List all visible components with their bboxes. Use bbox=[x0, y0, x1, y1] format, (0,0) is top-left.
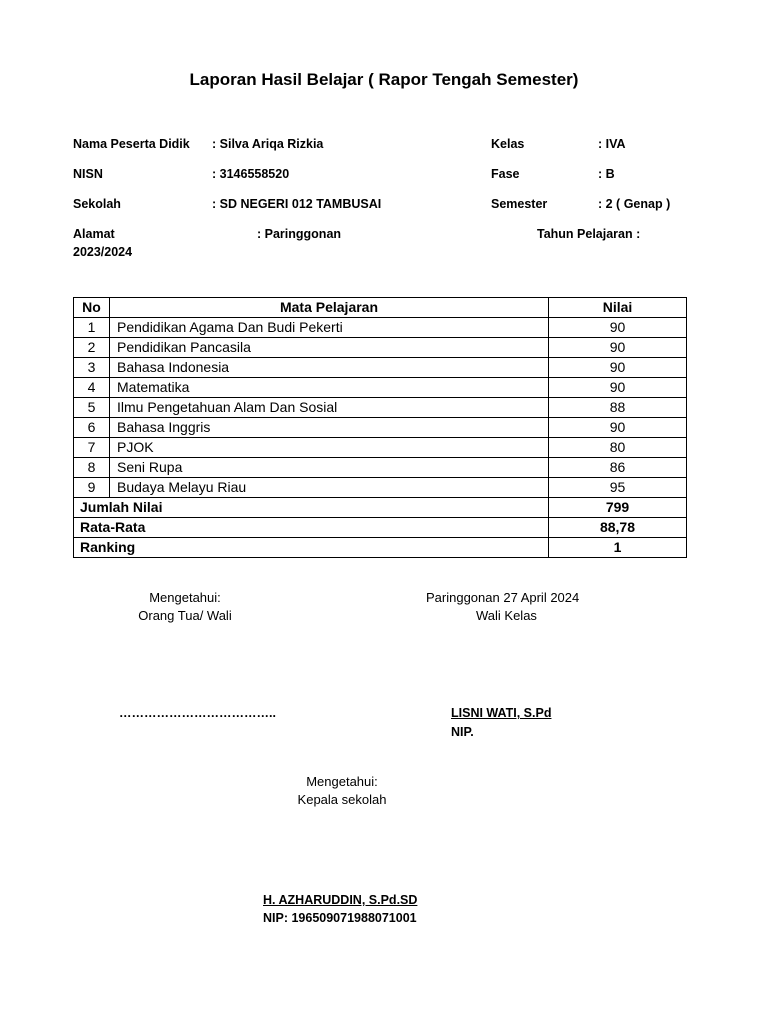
row-score: 90 bbox=[549, 358, 687, 378]
parent-signature-line: ……………………………….. bbox=[119, 706, 276, 720]
summary-row-ranking bbox=[74, 538, 687, 558]
table-row bbox=[74, 458, 687, 478]
table-row bbox=[74, 398, 687, 418]
row-subject: Bahasa Inggris bbox=[110, 418, 549, 438]
table-row bbox=[74, 438, 687, 458]
header-subject: Mata Pelajaran bbox=[110, 298, 549, 318]
row-subject: Ilmu Pengetahuan Alam Dan Sosial bbox=[110, 398, 549, 418]
table-row bbox=[74, 338, 687, 358]
total-label: Jumlah Nilai bbox=[74, 498, 549, 518]
table-row bbox=[74, 378, 687, 398]
row-no: 1 bbox=[74, 318, 110, 338]
row-no: 4 bbox=[74, 378, 110, 398]
row-no: 5 bbox=[74, 398, 110, 418]
row-no: 9 bbox=[74, 478, 110, 498]
place-date: Paringgonan 27 April 2024 bbox=[426, 590, 580, 605]
row-score: 80 bbox=[549, 438, 687, 458]
class-label: Kelas bbox=[491, 137, 525, 151]
name-label: Nama Peserta Didik bbox=[73, 137, 190, 151]
head-role: Kepala sekolah bbox=[297, 792, 387, 807]
row-subject: Bahasa Indonesia bbox=[110, 358, 549, 378]
address-value: : Paringgonan bbox=[257, 227, 342, 241]
teacher-nip: NIP. bbox=[451, 725, 474, 739]
row-subject: Pendidikan Agama Dan Budi Pekerti bbox=[110, 318, 549, 338]
page-title: Laporan Hasil Belajar ( Rapor Tengah Semester) bbox=[189, 70, 579, 89]
row-no: 3 bbox=[74, 358, 110, 378]
school-value: : SD NEGERI 012 TAMBUSAI bbox=[212, 197, 382, 211]
semester-value: : 2 ( Genap ) bbox=[598, 197, 671, 211]
table-row bbox=[74, 358, 687, 378]
row-subject: PJOK bbox=[110, 438, 549, 458]
table-row bbox=[74, 478, 687, 498]
row-score: 95 bbox=[549, 478, 687, 498]
grades-table bbox=[73, 297, 687, 558]
name-value: : Silva Ariqa Rizkia bbox=[212, 137, 324, 151]
class-value: : IVA bbox=[598, 137, 626, 151]
parent-known-label: Mengetahui: bbox=[149, 590, 221, 605]
summary-row-total bbox=[74, 498, 687, 518]
year-value: 2023/2024 bbox=[73, 245, 133, 259]
header-score: Nilai bbox=[549, 298, 687, 318]
row-score: 86 bbox=[549, 458, 687, 478]
phase-value: : B bbox=[598, 167, 615, 181]
row-score: 90 bbox=[549, 338, 687, 358]
table-header-row bbox=[74, 298, 687, 318]
table-row bbox=[74, 418, 687, 438]
row-subject: Budaya Melayu Riau bbox=[110, 478, 549, 498]
header-no: No bbox=[74, 298, 110, 318]
ranking-label: Ranking bbox=[74, 538, 549, 558]
row-score: 90 bbox=[549, 418, 687, 438]
row-subject: Matematika bbox=[110, 378, 549, 398]
teacher-role: Wali Kelas bbox=[476, 608, 537, 623]
address-label: Alamat bbox=[73, 227, 115, 241]
row-subject: Seni Rupa bbox=[110, 458, 549, 478]
row-score: 90 bbox=[549, 318, 687, 338]
average-value: 88,78 bbox=[549, 518, 687, 538]
ranking-value: 1 bbox=[549, 538, 687, 558]
nisn-label: NISN bbox=[73, 167, 103, 181]
teacher-name: LISNI WATI, S.Pd bbox=[451, 706, 552, 720]
row-no: 8 bbox=[74, 458, 110, 478]
total-value: 799 bbox=[549, 498, 687, 518]
row-score: 88 bbox=[549, 398, 687, 418]
table-row bbox=[74, 318, 687, 338]
nisn-value: : 3146558520 bbox=[212, 167, 290, 181]
summary-row-average bbox=[74, 518, 687, 538]
row-no: 2 bbox=[74, 338, 110, 358]
head-name: H. AZHARUDDIN, S.Pd.SD bbox=[263, 893, 418, 907]
row-no: 7 bbox=[74, 438, 110, 458]
row-subject: Pendidikan Pancasila bbox=[110, 338, 549, 358]
year-label: Tahun Pelajaran : bbox=[537, 227, 641, 241]
semester-label: Semester bbox=[491, 197, 548, 211]
row-no: 6 bbox=[74, 418, 110, 438]
parent-role: Orang Tua/ Wali bbox=[138, 608, 232, 623]
row-score: 90 bbox=[549, 378, 687, 398]
average-label: Rata-Rata bbox=[74, 518, 549, 538]
head-nip: NIP: 196509071988071001 bbox=[263, 911, 417, 925]
school-label: Sekolah bbox=[73, 197, 121, 211]
head-known-label: Mengetahui: bbox=[306, 774, 378, 789]
phase-label: Fase bbox=[491, 167, 520, 181]
